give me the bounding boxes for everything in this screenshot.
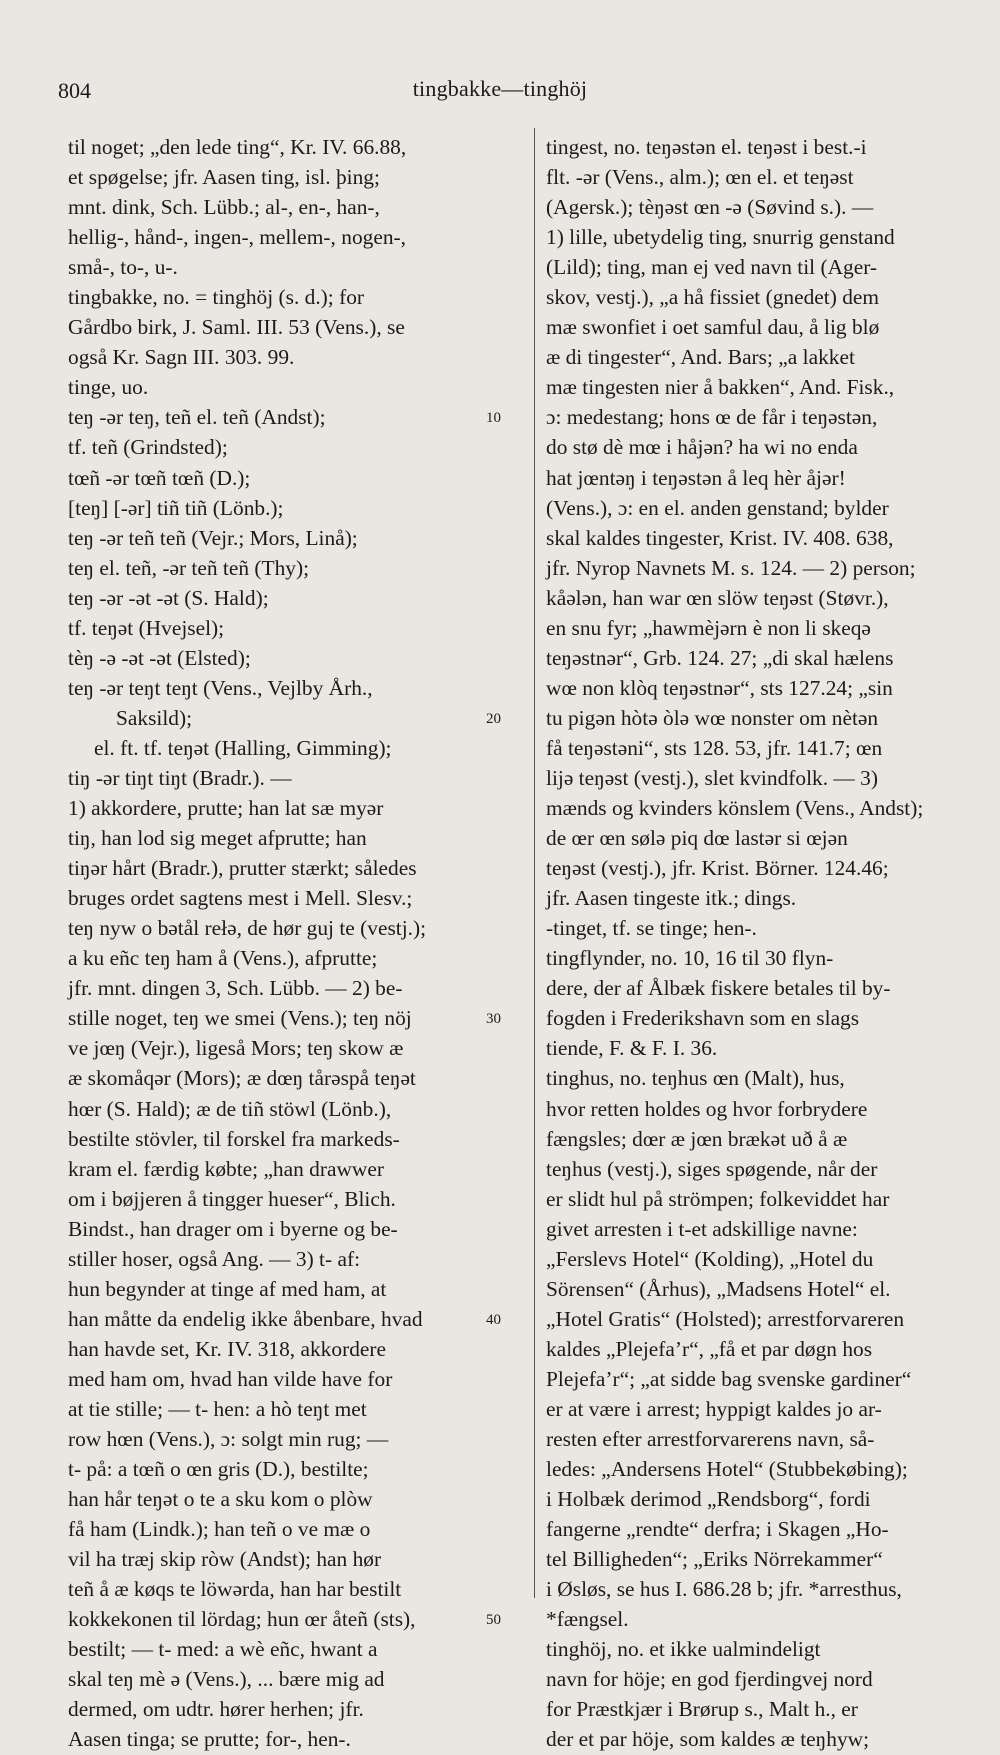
text-line: 1) lille, ubetydelig ting, snurrig genstand <box>546 225 895 250</box>
text-line: kram el. færdig købte; „han drawwer <box>68 1156 384 1181</box>
text-line: tf. teŋət (Hvejsel); <box>68 615 225 640</box>
text-line: stille noget, teŋ we smei (Vens.); teŋ nöj <box>68 1006 412 1031</box>
text-line: teŋ -ər teñ teñ (Vejr.; Mors, Linå); <box>68 525 358 550</box>
text-line: et spøgelse; jfr. Aasen ting, isl. þing; <box>68 165 380 190</box>
text-line: æ di tingester“, And. Bars; „a lakket <box>546 345 855 370</box>
text-line: teñ å æ køqs te löwərda, han har bestilt <box>68 1577 402 1602</box>
text-line: teŋəst (vestj.), jfr. Krist. Börner. 124.46; <box>546 856 889 881</box>
text-line: også Kr. Sagn III. 303. 99. <box>68 345 295 370</box>
right-column <box>546 132 986 1755</box>
left-column <box>68 132 528 1755</box>
page-number: 804 <box>58 78 91 103</box>
text-line: tinghöj, no. et ikke ualmindeligt <box>546 1637 821 1662</box>
text-line: Bindst., han drager om i byerne og be- <box>68 1216 398 1241</box>
text-line: mæ swonfiet i oet samful dau, å lig blø <box>546 315 880 340</box>
text-line: Saksild); <box>116 705 193 730</box>
text-line: for Præstkjær i Brørup s., Malt h., er <box>546 1697 858 1722</box>
text-line: teŋ nyw o bətål rełə, de hør guj te (vestj.); <box>68 916 427 941</box>
text-line: bruges ordet sagtens mest i Mell. Slesv.; <box>68 886 413 911</box>
text-line: lijə teŋəst (vestj.), slet kvindfolk. — 3) <box>546 765 878 790</box>
text-line: navn for höje; en god fjerdingvej nord <box>546 1667 873 1692</box>
text-line: tœñ -ər tœñ tœñ (D.); <box>68 465 251 490</box>
line-number: 30 <box>486 1011 501 1028</box>
text-line: til noget; „den lede ting“, Kr. IV. 66.88, <box>68 135 407 159</box>
text-line: bestilte stövler, til forskel fra markeds- <box>68 1126 400 1151</box>
text-line: tèŋ -ə -ət -ət (Elsted); <box>68 645 251 670</box>
text-line: fangerne „rendte“ derfra; i Skagen „Ho- <box>546 1517 889 1542</box>
text-line: do stø dè mœ i håjən? ha wi no enda <box>546 435 858 460</box>
text-line: Plejefa’r“; „at sidde bag svenske gardiner“ <box>546 1366 912 1391</box>
text-line: (Lild); ting, man ej ved navn til (Ager- <box>546 255 878 280</box>
text-line: Sörensen“ (Århus), „Madsens Hotel“ el. <box>546 1276 891 1301</box>
text-line: jfr. mnt. dingen 3, Sch. Lübb. — 2) be- <box>68 976 403 1001</box>
text-line: 1) akkordere, prutte; han lat sæ myər <box>68 796 384 821</box>
text-line: hat jœntəŋ i teŋəstən å leq hèr åjər! <box>546 465 846 490</box>
text-line: tiŋər hårt (Bradr.), prutter stærkt; således <box>68 856 417 881</box>
text-line: få ham (Lindk.); han teñ o ve mæ o <box>68 1517 371 1542</box>
text-line: teŋ -ər teŋt teŋt (Vens., Vejlby Årh., <box>68 675 373 700</box>
text-line: hœr (S. Hald); æ de tiñ stöwl (Lönb.), <box>68 1096 392 1121</box>
text-line: wœ non klòq teŋəstnər“, sts 127.24; „sin <box>546 675 893 700</box>
text-line: bestilt; — t- med: a wè eñc, hwant a <box>68 1637 378 1662</box>
text-line: givet arresten i t-et adskillige navne: <box>546 1216 858 1241</box>
text-line: vil ha træj skip ròw (Andst); han hør <box>68 1547 382 1572</box>
text-line: mæ tingesten nier å bakken“, And. Fisk., <box>546 375 895 400</box>
text-line: stiller hoser, også Ang. — 3) t- af: <box>68 1246 361 1271</box>
text-line: mænds og kvinders könslem (Vens., Andst); <box>546 796 924 821</box>
text-line: tingbakke, no. = tinghöj (s. d.); for <box>68 285 365 310</box>
text-line: tiŋ, han lod sig meget afprutte; han <box>68 826 367 851</box>
text-line: teŋhus (vestj.), siges spøgende, når der <box>546 1156 878 1181</box>
text-line: en snu fyr; „hawmèjərn è non li skeqə <box>546 615 871 640</box>
text-line: Gårdbo birk, J. Saml. III. 53 (Vens.), se <box>68 315 405 340</box>
text-line: teŋ -ər teŋ, teñ el. teñ (Andst); <box>68 405 326 430</box>
text-line: han havde set, Kr. IV. 318, akkordere <box>68 1336 386 1361</box>
text-line: æ skomåqər (Mors); æ dœŋ tårəspå teŋət <box>68 1066 416 1091</box>
text-line: Aasen tinga; se prutte; for-, hen-. <box>68 1727 351 1752</box>
text-line: *fængsel. <box>546 1607 629 1632</box>
text-line: er at være i arrest; hyppigt kaldes jo ar- <box>546 1396 882 1421</box>
text-line: dermed, om udtr. hører herhen; jfr. <box>68 1697 364 1722</box>
text-line: kaldes „Plejefa’r“, „få et par døgn hos <box>546 1336 873 1361</box>
text-line: han hår teŋət o te a sku kom o plòw <box>68 1487 373 1512</box>
text-line: tel Billigheden“; „Eriks Nörrekammer“ <box>546 1547 883 1572</box>
text-line: hun begynder at tinge af med ham, at <box>68 1276 387 1301</box>
line-number: 20 <box>486 710 501 727</box>
text-line: „Ferslevs Hotel“ (Kolding), „Hotel du <box>546 1246 874 1271</box>
text-line: a ku eñc teŋ ham å (Vens.), afprutte; <box>68 946 378 971</box>
text-line: de œr œn sølə piq dœ lastər si œjən <box>546 826 848 851</box>
text-line: skal kaldes tingester, Krist. IV. 408. 638, <box>546 525 894 550</box>
text-line: tiŋ -ər tiŋt tiŋt (Bradr.). — <box>68 765 292 790</box>
text-line: ɔ: medestang; hons œ de får i teŋəstən, <box>546 405 878 430</box>
text-line: dere, der af Ålbæk fiskere betales til by- <box>546 976 891 1001</box>
text-line: få teŋəstəni“, sts 128. 53, jfr. 141.7; œn <box>546 735 883 760</box>
text-line: kokkekonen til lördag; hun œr åteñ (sts), <box>68 1607 416 1632</box>
text-line: row hœn (Vens.), ɔ: solgt min rug; — <box>68 1427 389 1452</box>
text-line: skov, vestj.), „a hå fissiet (gnedet) dem <box>546 285 880 310</box>
text-line: skal teŋ mè ə (Vens.), ... bære mig ad <box>68 1667 385 1692</box>
text-line: mnt. dink, Sch. Lübb.; al-, en-, han-, <box>68 195 380 220</box>
text-line: -tinget, tf. se tinge; hen-. <box>546 916 757 941</box>
text-line: „Hotel Gratis“ (Holsted); arrestforvareren <box>546 1306 905 1331</box>
text-line: der et par höje, som kaldes æ teŋhyw; <box>546 1727 870 1752</box>
text-line: kåələn, han war œn slöw teŋəst (Støvr.), <box>546 585 889 610</box>
text-line: tiende, F. & F. I. 36. <box>546 1036 718 1061</box>
text-line: tingflynder, no. 10, 16 til 30 flyn- <box>546 946 834 971</box>
text-line: med ham om, hvad han vilde have for <box>68 1366 393 1391</box>
text-line: t- på: a tœñ o œn gris (D.), bestilte; <box>68 1457 369 1482</box>
text-line: tu pigən hòtə òlə wœ nonster om nètən <box>546 705 879 730</box>
text-line: at tie stille; — t- hen: a hò teŋt met <box>68 1396 367 1421</box>
running-head: tingbakke—tinghöj <box>412 76 588 101</box>
text-line: tinghus, no. teŋhus œn (Malt), hus, <box>546 1066 845 1091</box>
text-line: fængsles; dœr æ jœn brækət uð å æ <box>546 1126 848 1151</box>
text-line: ledes: „Andersens Hotel“ (Stubbekøbing); <box>546 1457 908 1482</box>
text-line: i Øsløs, se hus I. 686.28 b; jfr. *arresthus, <box>546 1577 902 1602</box>
text-line: er slidt hul på strömpen; folkeviddet har <box>546 1186 890 1211</box>
text-line: (Agersk.); tèŋəst œn -ə (Søvind s.). — <box>546 195 874 220</box>
text-line: jfr. Nyrop Navnets M. s. 124. — 2) person; <box>546 555 916 580</box>
column-divider <box>534 128 535 1598</box>
text-line: flt. -ər (Vens., alm.); œn el. et teŋəst <box>546 165 854 190</box>
text-line: tinge, uo. <box>68 375 149 400</box>
text-line: (Vens.), ɔ: en el. anden genstand; bylder <box>546 495 889 520</box>
text-line: teŋəstnər“, Grb. 124. 27; „di skal hælens <box>546 645 894 670</box>
text-line: han måtte da endelig ikke åbenbare, hvad <box>68 1306 423 1331</box>
text-line: teŋ -ər -ət -ət (S. Hald); <box>68 585 269 610</box>
text-line: i Holbæk derimod „Rendsborg“, fordi <box>546 1487 871 1512</box>
text-line: teŋ el. teñ, -ər teñ teñ (Thy); <box>68 555 310 580</box>
text-line: resten efter arrestforvarerens navn, så- <box>546 1427 875 1452</box>
text-line: små-, to-, u-. <box>68 255 178 280</box>
line-number: 50 <box>486 1612 501 1629</box>
text-line: [teŋ] [-ər] tiñ tiñ (Lönb.); <box>68 495 284 520</box>
text-line: ve jœŋ (Vejr.), ligeså Mors; teŋ skow æ <box>68 1036 404 1061</box>
text-line: tingest, no. teŋəstən el. teŋəst i best.-i <box>546 135 867 159</box>
text-line: hvor retten holdes og hvor forbrydere <box>546 1096 868 1121</box>
text-line: hellig-, hånd-, ingen-, mellem-, nogen-, <box>68 225 406 250</box>
text-line: om i bøjjeren å tingger hueser“, Blich. <box>68 1186 396 1211</box>
text-line: fogden i Frederikshavn som en slags <box>546 1006 860 1031</box>
text-line: tf. teñ (Grindsted); <box>68 435 228 460</box>
line-number: 10 <box>486 410 501 427</box>
text-line: el. ft. tf. teŋət (Halling, Gimming); <box>94 735 392 760</box>
text-line: jfr. Aasen tingeste itk.; dings. <box>546 886 797 911</box>
line-number: 40 <box>486 1311 501 1328</box>
